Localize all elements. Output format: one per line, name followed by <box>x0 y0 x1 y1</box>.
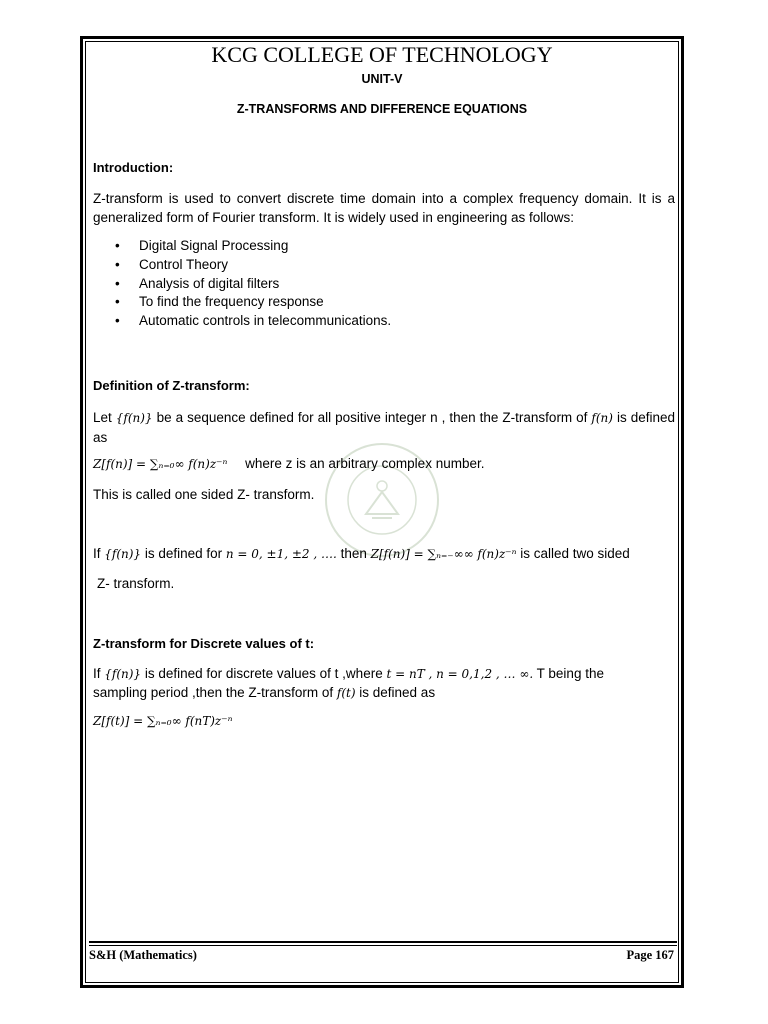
footer-department: S&H (Mathematics) <box>89 948 197 962</box>
chapter-title: Z-TRANSFORMS AND DIFFERENCE EQUATIONS <box>236 102 528 116</box>
page-number: Page 167 <box>626 948 674 962</box>
definition-heading: Definition of Z-transform: <box>93 378 250 393</box>
list-item: • To find the frequency response <box>115 293 391 312</box>
list-item: • Digital Signal Processing <box>115 237 391 256</box>
college-name: KCG COLLEGE OF TECHNOLOGY <box>211 42 553 67</box>
list-item: • Control Theory <box>115 256 391 275</box>
intro-paragraph: Z-transform is used to convert discrete time domain into a complex frequency domain. It is a generalized form of Fourier transform. It is widely used in engineering as follows: <box>93 191 675 225</box>
list-item: • Analysis of digital filters <box>115 275 391 294</box>
formula-note: where z is an arbitrary complex number. <box>245 456 485 471</box>
definition-paragraph: Let {f(n)} be a sequence defined for all positive integer n , then the Z-transform of f(n) is defined as <box>93 410 675 445</box>
discrete-line-1: If {f(n)} is defined for discrete values of t ,where t = nT , n = 0,1,2 , … ∞. T being the <box>93 666 604 681</box>
intro-heading: Introduction: <box>93 160 174 175</box>
two-sided-end: Z- transform. <box>97 576 175 591</box>
list-item: • Automatic controls in telecommunications. <box>115 312 391 331</box>
discrete-formula: Z[f(t)] = ∑ₙ₌₀∞ f(nT)z⁻ⁿ <box>93 714 233 728</box>
applications-list <box>115 237 391 331</box>
unit-label: UNIT-V <box>361 72 403 86</box>
footer-rule <box>89 941 677 943</box>
discrete-line-2: sampling period ,then the Z-transform of f(t) is defined as <box>93 685 436 700</box>
discrete-heading: Z-transform for Discrete values of t: <box>93 636 315 651</box>
two-sided-line: If {f(n)} is defined for n = 0, ±1, ±2 , …. then Z[f(n)] = ∑ₙ₌₋∞∞ f(n)z⁻ⁿ is called two sided <box>93 546 630 561</box>
one-sided-formula: Z[f(n)] = ∑ₙ₌₀∞ f(n)z⁻ⁿ <box>93 457 228 471</box>
one-sided-formula-line <box>93 456 484 471</box>
one-sided-text: This is called one sided Z- transform. <box>93 487 315 502</box>
footer-rule <box>89 945 677 946</box>
